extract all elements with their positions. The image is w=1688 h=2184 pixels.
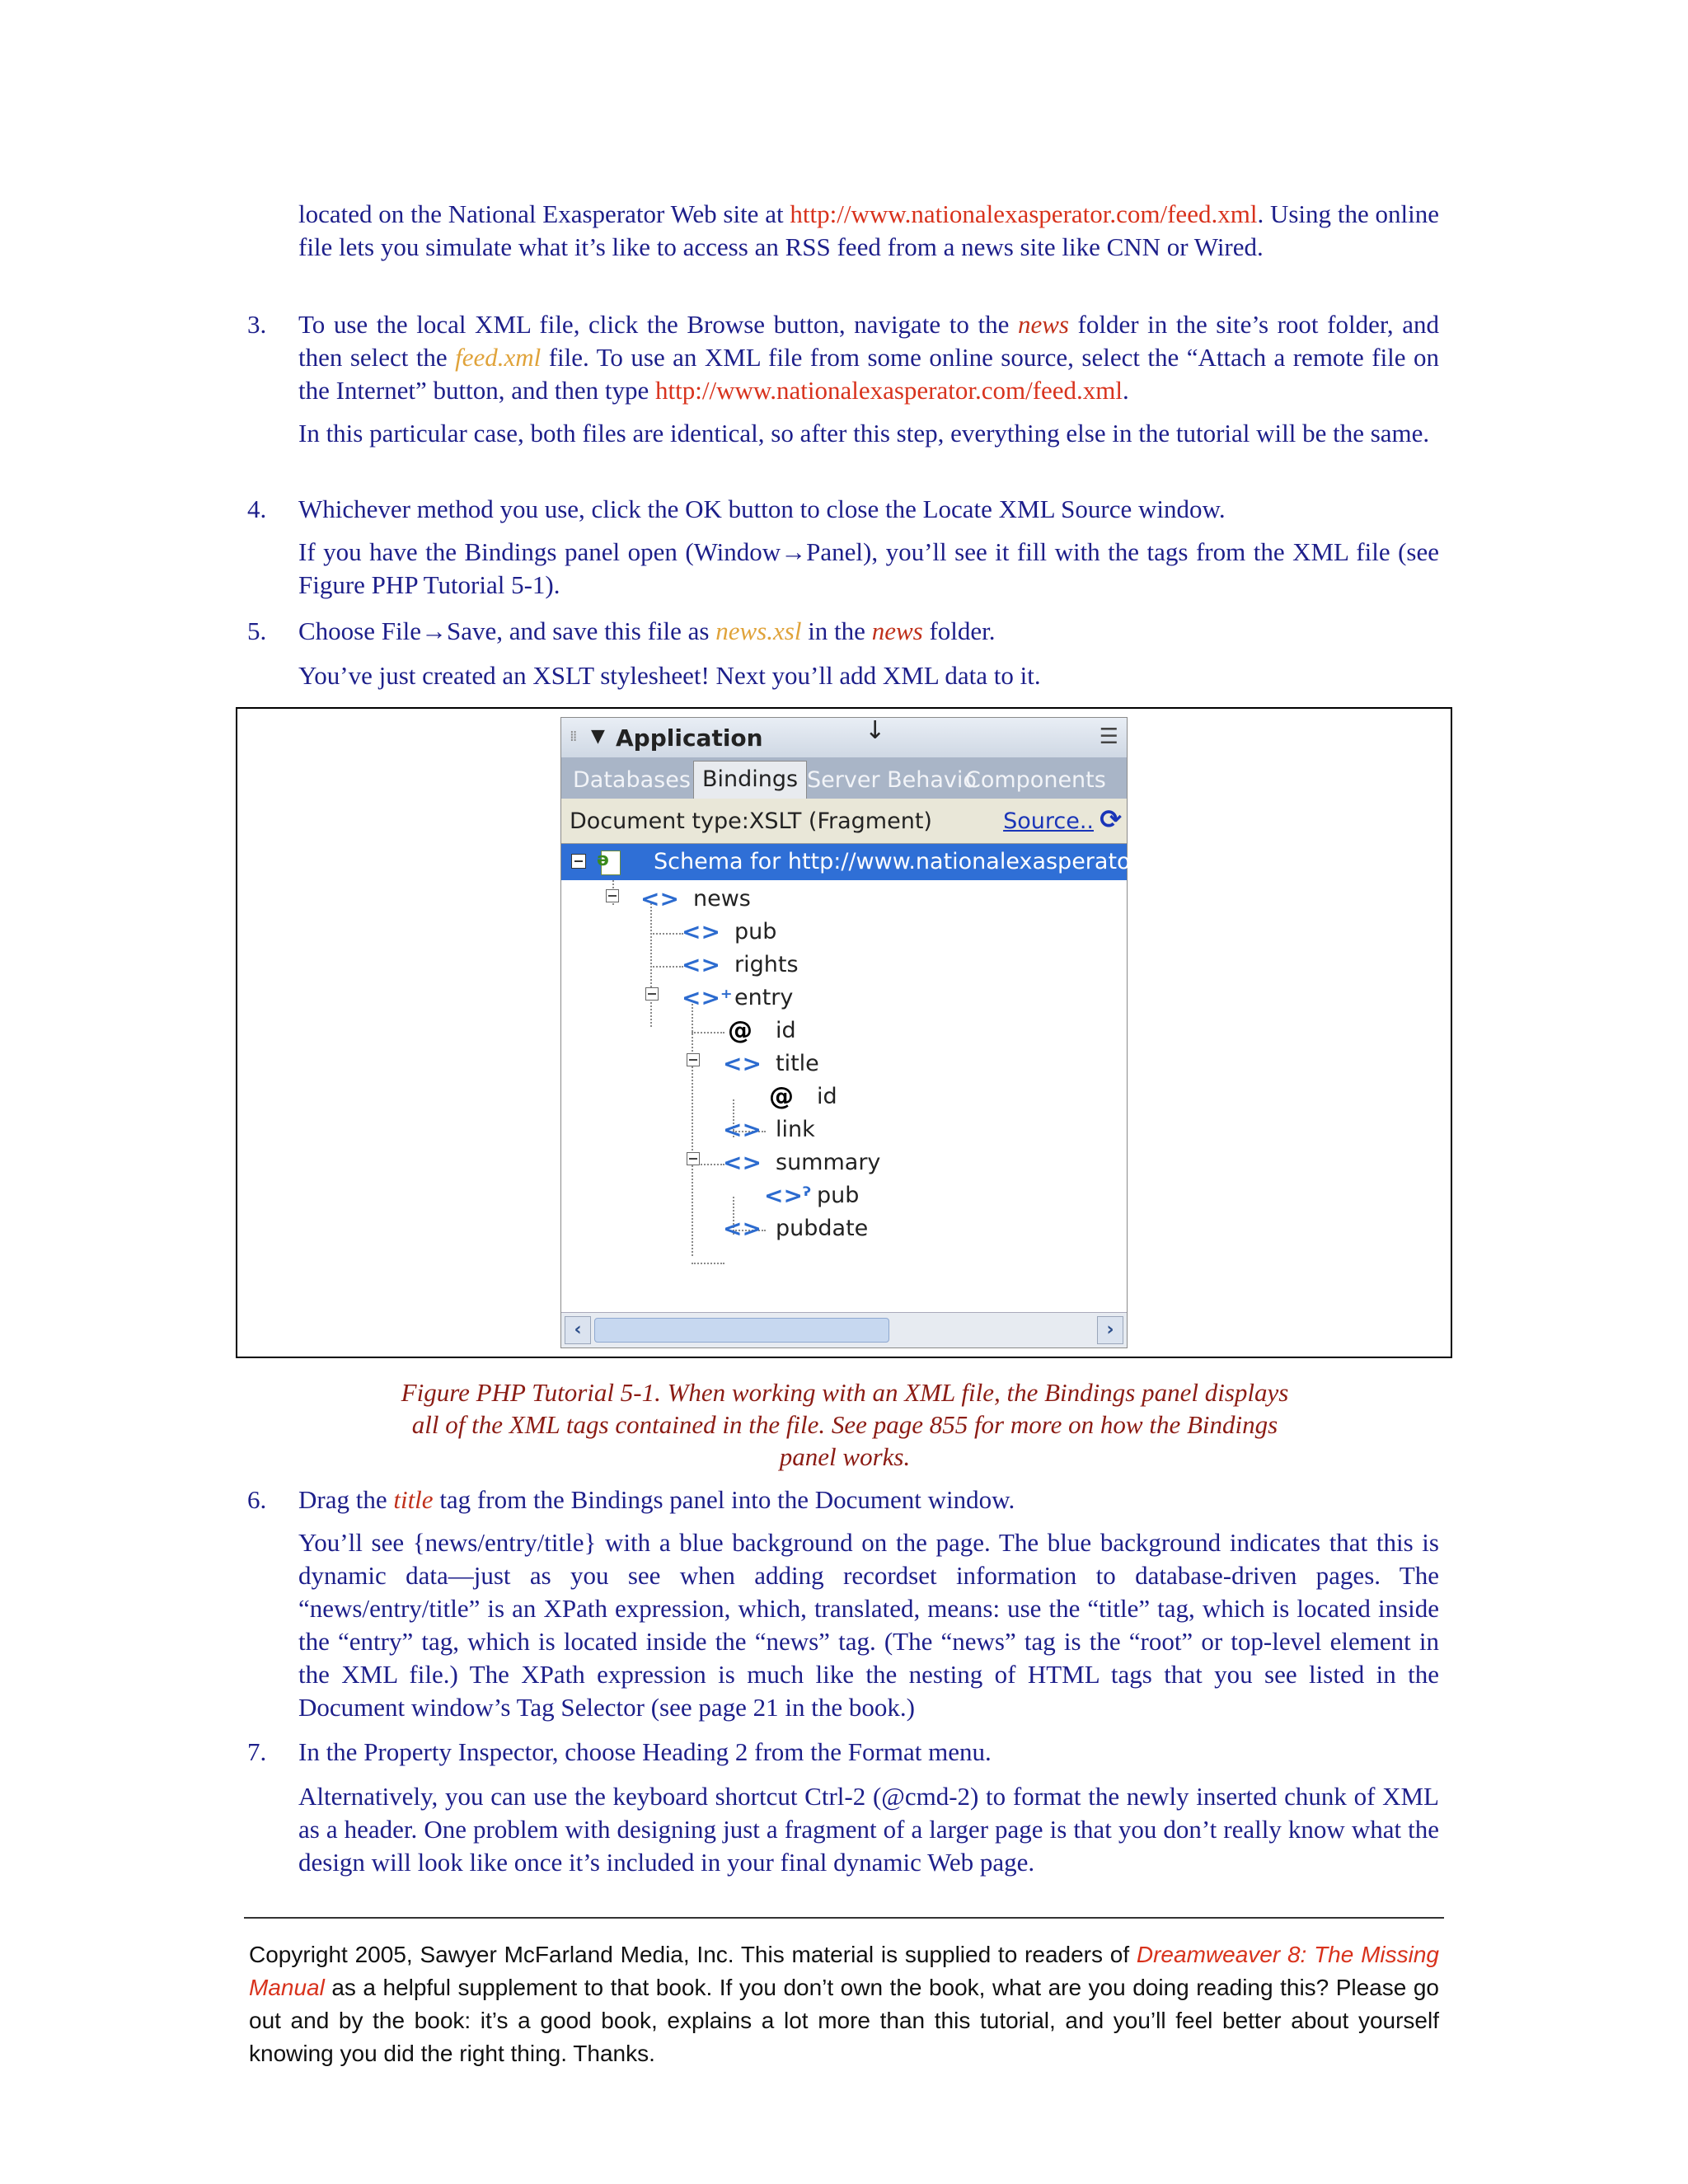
document-type-label: Document type:XSLT (Fragment) <box>570 808 932 834</box>
options-menu-icon[interactable]: ☰ <box>1099 724 1118 749</box>
schema-root-row[interactable] <box>561 844 1297 880</box>
tree-node-title[interactable]: title <box>776 1051 819 1076</box>
step-4-note: If you have the Bindings panel open (Window→Panel), you’ll see it fill with the tags from the XML file (see Figure PHP Tutorial 5-1). <box>298 537 1439 599</box>
panel-title: Application <box>616 724 763 752</box>
news-folder-term-2: news <box>871 616 923 645</box>
step-5-text-c: folder. <box>922 616 996 645</box>
step-3-text-b: folder in the site’s root folder, and then select the <box>298 310 1440 372</box>
figure-caption-line-1: Figure PHP Tutorial 5-1. When working with an XML file, the Bindings panel displays <box>401 1378 1289 1407</box>
step-3-text-a: To use the local XML file, click the Browse button, navigate to the <box>298 310 1018 339</box>
step-6-note: You’ll see {news/entry/title} with a blue background on the page. The blue background indicates that this is dynamic data—just as you see when adding recordset information to database-driven pages. The “news/entry/title” is an XPath expression, which, translated, means: use the “title” tag, which is located inside the “entry” tag, which is located inside the “news” tag. (The “news” tag is the “root” or top-level element in the XML file.) The XPath expression is much like the nesting of HTML tags that you see listed in the Document window’s Tag Selector (see page 21 in the book.) <box>298 1528 1439 1722</box>
copyright-footer <box>249 1938 1439 2070</box>
step-6-text-a: Drag the <box>298 1485 394 1514</box>
tab-bindings[interactable]: Bindings <box>693 761 807 799</box>
schema-tree <box>561 843 1297 1310</box>
book-title: Dreamweaver 8: The Missing Manual <box>249 1942 1439 2000</box>
collapse-toggle-icon[interactable] <box>687 1053 700 1066</box>
step-3-text <box>298 308 1439 407</box>
feed-file-term: feed.xml <box>455 343 542 372</box>
step-4-text: Whichever method you use, click the OK button to close the Locate XML Source window. <box>298 494 1226 523</box>
step-7-text: In the Property Inspector, choose Heading 2 from the Format menu. <box>298 1737 992 1766</box>
element-tag-icon: <> <box>723 1050 762 1077</box>
step-5-note: You’ve just created an XSLT stylesheet! Next you’ll add XML data to it. <box>298 661 1041 690</box>
intro-text-a: located on the National Exasperator Web site at <box>298 199 790 228</box>
tree-connector <box>692 1001 693 1256</box>
tree-node-id[interactable]: id <box>776 1018 796 1043</box>
figure-caption-line-3: panel works. <box>779 1442 911 1471</box>
step-6-number: 6. <box>247 1485 267 1514</box>
feed-url-link-2[interactable]: http://www.nationalexasperator.com/feed.xml <box>655 376 1123 405</box>
tree-node-news[interactable]: news <box>693 886 751 912</box>
tree-connector <box>692 1263 724 1264</box>
element-repeat-icon: <>⁺ <box>682 984 733 1011</box>
element-optional-icon: <>ˀ <box>764 1182 811 1209</box>
tree-node-pubdate[interactable]: pubdate <box>776 1216 869 1241</box>
schema-root-label: Schema for http://www.nationalexasperator.com/feed.xml <box>654 849 1297 874</box>
tab-databases[interactable]: Databases <box>573 767 691 793</box>
footer-text-a: Copyright 2005, Sawyer McFarland Media, Inc. This material is supplied to readers of <box>249 1942 1137 1967</box>
collapse-toggle-icon[interactable] <box>606 889 619 902</box>
collapse-toggle-icon[interactable] <box>571 854 586 869</box>
attribute-icon: @ <box>769 1082 794 1111</box>
step-3-text-c: file. To use an XML file from some online source, select the “Attach a remote file on the Internet” button, and then type <box>298 343 1439 405</box>
tree-node-summary-pub[interactable]: pub <box>817 1183 860 1208</box>
step-7-number: 7. <box>247 1737 267 1766</box>
step-3-note: In this particular case, both files are identical, so after this step, everything else in the tutorial will be the same. <box>298 419 1430 448</box>
refresh-icon[interactable]: ⟳ <box>1100 804 1122 835</box>
element-tag-icon: <> <box>640 885 679 912</box>
cursor-arrow-icon: ↓ <box>865 716 886 745</box>
bindings-panel <box>560 716 1297 1348</box>
element-tag-icon: <> <box>682 951 720 978</box>
element-tag-icon: <> <box>682 918 720 945</box>
footer-divider <box>244 1917 1444 1919</box>
xsl-file-term: news.xsl <box>715 616 802 645</box>
tree-node-link[interactable]: link <box>776 1117 815 1142</box>
document-type-bar <box>561 799 1127 843</box>
step-3-number: 3. <box>247 310 267 339</box>
schema-document-icon <box>601 851 621 875</box>
figure-caption-line-2: all of the XML tags contained in the file. See page 855 for more on how the Bindings <box>411 1410 1278 1439</box>
tree-node-rights[interactable]: rights <box>734 952 799 977</box>
panel-title-bar[interactable] <box>561 718 1127 757</box>
step-5-text-a: Choose File→Save, and save this file as <box>298 616 716 645</box>
panel-tabs <box>561 757 1127 799</box>
scroll-left-icon[interactable]: ‹ <box>565 1316 591 1344</box>
step-6-text-b: tag from the Bindings panel into the Document window. <box>433 1485 1015 1514</box>
tree-connector <box>692 1032 724 1033</box>
step-6-text <box>298 1483 1439 1516</box>
tree-connector <box>650 933 683 935</box>
grip-icon[interactable]: ⁞⁞ <box>570 728 576 745</box>
tree-node-entry[interactable]: entry <box>734 985 794 1010</box>
title-tag-term: title <box>393 1485 434 1514</box>
tab-server-behaviors[interactable]: Server Behavio <box>807 767 977 793</box>
step-7-note: Alternatively, you can use the keyboard shortcut Ctrl-2 (@cmd-2) to format the newly inserted chunk of XML as a header. One problem with designing just a fragment of a larger page is that you don’t really know what the design will look like once it’s included in your final dynamic Web page. <box>298 1782 1439 1877</box>
collapse-toggle-icon[interactable] <box>645 987 659 1001</box>
scroll-right-icon[interactable]: › <box>1097 1316 1123 1344</box>
tree-node-summary[interactable]: summary <box>776 1150 881 1175</box>
scroll-thumb[interactable] <box>594 1318 889 1343</box>
feed-url-link[interactable]: http://www.nationalexasperator.com/feed.xml <box>790 199 1258 228</box>
step-5-number: 5. <box>247 616 267 645</box>
footer-text-b: as a helpful supplement to that book. If you don’t own the book, what are you doing reading this? Please go out and by the book: it’s a good book, explains a lot more than this tutorial, and you’ll feel better about yourself knowing you did the right thing. Thanks. <box>249 1975 1439 2066</box>
element-tag-icon: <> <box>723 1149 762 1176</box>
element-tag-icon: <> <box>723 1215 762 1242</box>
element-tag-icon: <> <box>723 1116 762 1143</box>
news-folder-term: news <box>1017 310 1069 339</box>
tree-node-pub[interactable]: pub <box>734 919 777 944</box>
tree-connector <box>650 966 683 968</box>
tree-node-title-id[interactable]: id <box>817 1084 837 1109</box>
tab-components[interactable]: Components <box>965 767 1106 793</box>
intro-paragraph <box>298 198 1439 264</box>
step-4-number: 4. <box>247 494 267 523</box>
collapse-triangle-icon[interactable]: ▼ <box>591 726 605 747</box>
attribute-icon: @ <box>728 1016 753 1045</box>
step-5-text <box>298 615 1439 648</box>
step-5-text-b: in the <box>801 616 872 645</box>
collapse-toggle-icon[interactable] <box>687 1152 700 1165</box>
source-link[interactable]: Source.. <box>1003 808 1094 834</box>
intro-text-b: . Using the online file lets you simulate what it’s like to access an RSS feed from a news site like CNN or Wired. <box>298 199 1439 261</box>
tree-connector <box>650 903 652 1027</box>
step-3-text-d: . <box>1123 376 1129 405</box>
horizontal-scrollbar[interactable] <box>561 1312 1127 1347</box>
